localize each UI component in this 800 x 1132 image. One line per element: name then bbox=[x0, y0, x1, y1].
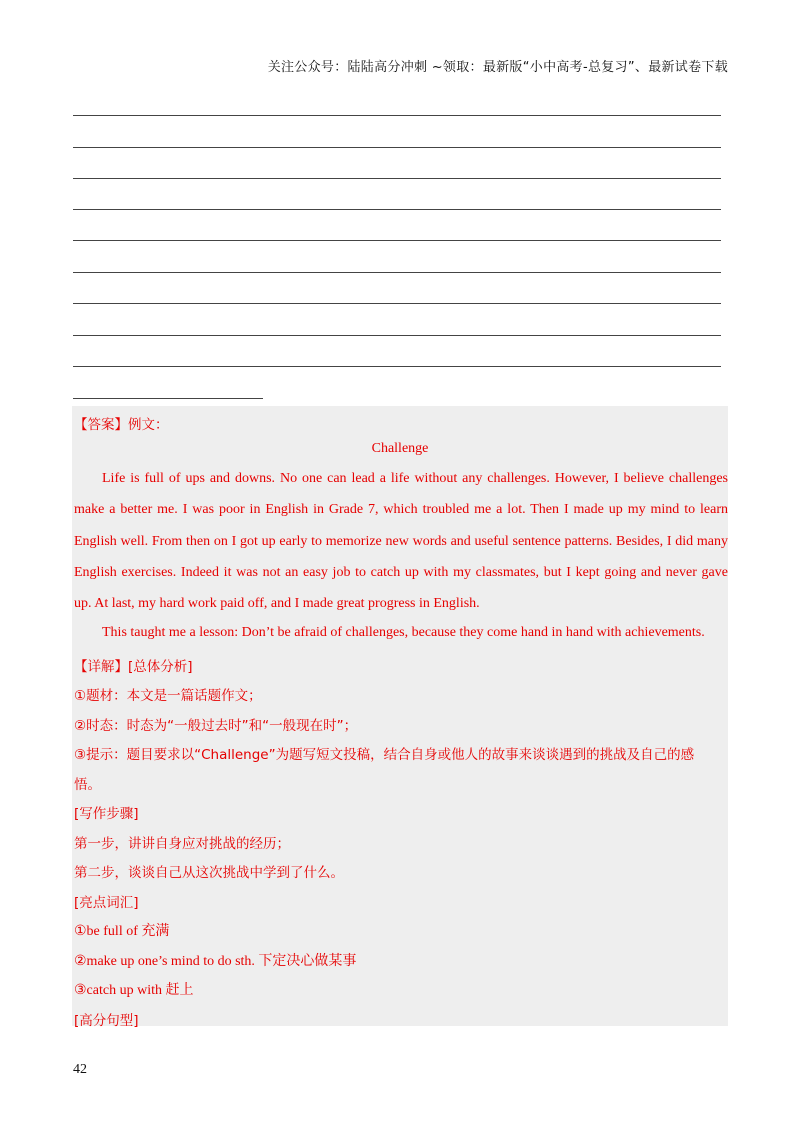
analysis-hint: ③提示：题目要求以“Challenge”为题写短文投稿，结合自身或他人的故事来谈谈遇到的挑战及自己的感 bbox=[74, 747, 695, 763]
essay-line: make a better me. I was poor in English in Grade 7, which troubled me a lot. Then I made up my mind to learn bbox=[74, 502, 728, 517]
writing-line bbox=[73, 178, 721, 179]
writing-line bbox=[73, 303, 721, 304]
essay-line: Life is full of ups and downs. No one can lead a life without any challenges. However, I believe challenges bbox=[102, 471, 728, 486]
vocab-item: ②make up one’s mind to do sth. 下定决心做某事 bbox=[74, 954, 357, 969]
step-item: 第二步，谈谈自己从这次挑战中学到了什么。 bbox=[74, 865, 344, 881]
page-number: 42 bbox=[73, 1062, 87, 1077]
sentence-heading: [高分句型] bbox=[74, 1013, 139, 1029]
writing-line bbox=[73, 366, 721, 367]
answer-label: 【答案】例文： bbox=[74, 417, 169, 433]
analysis-hint-cont: 悟。 bbox=[74, 777, 101, 793]
essay-line: up. At last, my hard work paid off, and I made great progress in English. bbox=[74, 596, 480, 611]
step-item: 第一步，讲讲自身应对挑战的经历； bbox=[74, 836, 290, 852]
analysis-topic: ①题材：本文是一篇话题作文； bbox=[74, 688, 262, 704]
writing-line bbox=[73, 147, 721, 148]
vocab-item: ③catch up with 赶上 bbox=[74, 983, 194, 998]
writing-line bbox=[73, 240, 721, 241]
essay-line: English exercises. Indeed it was not an easy job to catch up with my classmates, but I kept going and never gave bbox=[74, 565, 728, 580]
essay-line: English well. From then on I got up early to memorize new words and useful sentence patterns. Besides, I did many bbox=[74, 534, 728, 549]
vocab-item: ①be full of 充满 bbox=[74, 924, 170, 939]
analysis-heading: 【详解】[总体分析] bbox=[74, 659, 193, 675]
writing-line bbox=[73, 272, 721, 273]
vocab-heading: [亮点词汇] bbox=[74, 895, 139, 911]
essay-title: Challenge bbox=[371, 441, 429, 456]
writing-line bbox=[73, 209, 721, 210]
writing-line bbox=[73, 115, 721, 116]
writing-line bbox=[73, 335, 721, 336]
essay-line: This taught me a lesson: Don’t be afraid of challenges, because they come hand in hand with achievements. bbox=[102, 625, 705, 640]
analysis-tense: ②时态：时态为“一般过去时”和“一般现在时”； bbox=[74, 718, 358, 734]
writing-line bbox=[73, 398, 263, 399]
page-header: 关注公众号：陆陆高分冲刺 ~领取：最新版“小中高考-总复习”、最新试卷下载 bbox=[267, 60, 728, 75]
steps-heading: [写作步骤] bbox=[74, 806, 139, 822]
